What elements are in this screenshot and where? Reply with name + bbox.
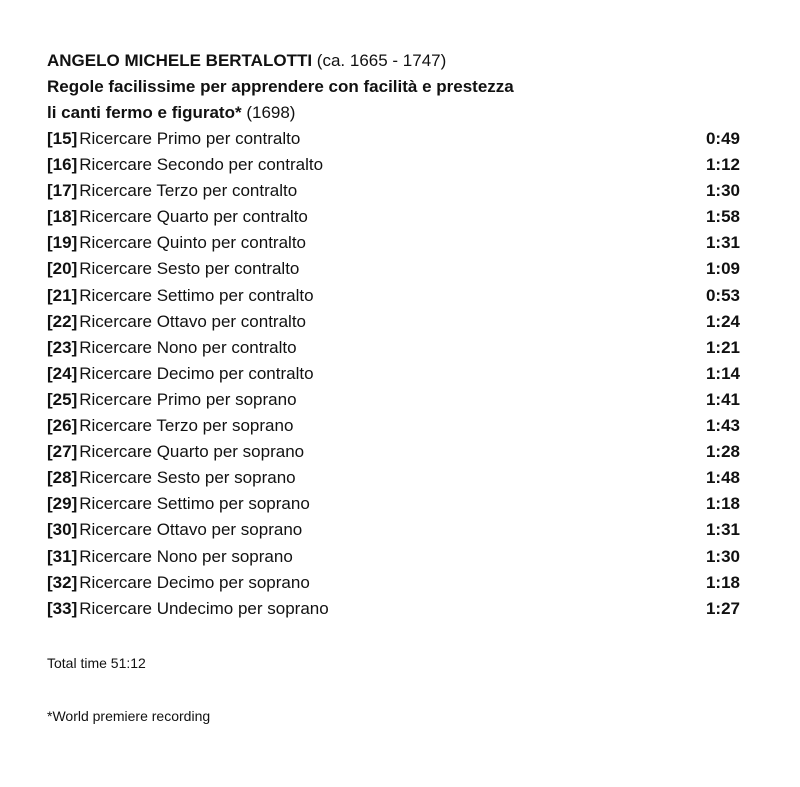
track-number: [19] (47, 233, 78, 253)
track-duration: 1:43 (705, 416, 740, 436)
work-title-text: li canti fermo e figurato* (47, 103, 242, 122)
track-duration: 1:31 (705, 233, 740, 253)
track-row (47, 256, 740, 282)
track-duration: 1:24 (705, 311, 740, 331)
track-duration: 0:53 (705, 285, 740, 305)
track-title: Ricercare Settimo per contralto (79, 285, 314, 305)
work-year: (1698) (246, 103, 296, 122)
work-title-line-1: Regole facilissime per apprendere con facilità e prestezza (47, 77, 514, 96)
track-title: Ricercare Decimo per soprano (79, 572, 310, 592)
track-number: [17] (47, 181, 78, 201)
track-row (47, 413, 740, 439)
track-title: Ricercare Sesto per contralto (79, 259, 300, 279)
track-title: Ricercare Sesto per soprano (79, 468, 296, 488)
track-duration: 1:18 (705, 494, 740, 514)
track-duration: 1:48 (705, 468, 740, 488)
composer-line (47, 48, 740, 74)
track-title: Ricercare Ottavo per contralto (79, 311, 306, 331)
track-number: [24] (47, 363, 78, 383)
track-title: Ricercare Quarto per contralto (79, 207, 308, 227)
track-number: [21] (47, 285, 78, 305)
track-title: Ricercare Primo per soprano (79, 389, 297, 409)
track-duration: 1:14 (705, 363, 740, 383)
track-row (47, 126, 740, 152)
track-row (47, 152, 740, 178)
composer-dates: (ca. 1665 - 1747) (316, 51, 447, 70)
track-row (47, 204, 740, 230)
track-number: [25] (47, 389, 78, 409)
track-title: Ricercare Nono per contralto (79, 337, 297, 357)
track-list (47, 126, 740, 622)
track-number: [16] (47, 155, 78, 175)
track-duration: 1:18 (705, 572, 740, 592)
track-duration: 0:49 (705, 129, 740, 148)
track-number: [20] (47, 259, 78, 279)
track-number: [15] (47, 129, 78, 148)
composer-name: ANGELO MICHELE BERTALOTTI (47, 51, 313, 70)
track-duration: 1:09 (705, 259, 740, 279)
track-duration: 1:28 (705, 442, 740, 462)
track-number: [28] (47, 468, 78, 488)
track-duration: 1:41 (705, 389, 740, 409)
track-row (47, 491, 740, 517)
track-title: Ricercare Nono per soprano (79, 546, 293, 566)
track-title: Ricercare Terzo per soprano (79, 416, 294, 436)
track-row (47, 570, 740, 596)
track-row (47, 335, 740, 361)
track-duration: 1:30 (705, 181, 740, 201)
tracklist-page (47, 48, 740, 622)
total-time: Total time 51:12 (47, 655, 146, 671)
track-row (47, 544, 740, 570)
track-duration: 1:58 (705, 207, 740, 227)
track-row (47, 230, 740, 256)
track-number: [29] (47, 494, 78, 514)
track-title: Ricercare Ottavo per soprano (79, 520, 303, 540)
track-number: [32] (47, 572, 78, 592)
track-row (47, 596, 740, 622)
track-number: [22] (47, 311, 78, 331)
track-number: [23] (47, 337, 78, 357)
work-title-line-2 (47, 100, 740, 126)
track-duration: 1:31 (705, 520, 740, 540)
track-title: Ricercare Settimo per soprano (79, 494, 310, 514)
track-duration: 1:21 (705, 337, 740, 357)
track-number: [30] (47, 520, 78, 540)
track-title: Ricercare Terzo per contralto (79, 181, 298, 201)
track-title: Ricercare Secondo per contralto (79, 155, 324, 175)
track-row (47, 439, 740, 465)
track-title: Ricercare Decimo per contralto (79, 363, 314, 383)
track-duration: 1:12 (705, 155, 740, 175)
track-row (47, 465, 740, 491)
track-row (47, 517, 740, 543)
track-number: [26] (47, 416, 78, 436)
track-row (47, 283, 740, 309)
track-duration: 1:27 (705, 598, 740, 618)
footnote: *World premiere recording (47, 708, 211, 724)
track-row (47, 178, 740, 204)
track-title: Ricercare Quarto per soprano (79, 442, 305, 462)
track-number: [18] (47, 207, 78, 227)
track-title: Ricercare Primo per contralto (79, 129, 301, 148)
track-number: [33] (47, 598, 78, 618)
track-row (47, 309, 740, 335)
track-title: Ricercare Undecimo per soprano (79, 598, 329, 618)
track-title: Ricercare Quinto per contralto (79, 233, 307, 253)
track-number: [31] (47, 546, 78, 566)
track-duration: 1:30 (705, 546, 740, 566)
track-row (47, 361, 740, 387)
track-row (47, 387, 740, 413)
track-number: [27] (47, 442, 78, 462)
